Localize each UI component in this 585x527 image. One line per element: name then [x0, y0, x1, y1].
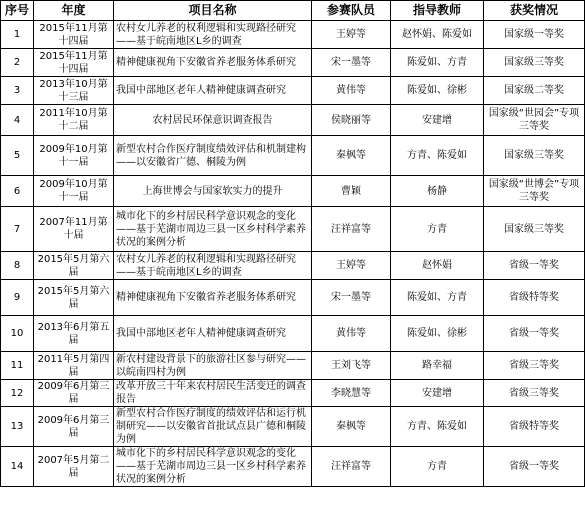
- cell-teacher: 赵怀娟、陈爱如: [391, 21, 484, 49]
- cell-award: 省级一等奖: [484, 447, 585, 487]
- cell-award: 国家级一等奖: [484, 21, 585, 49]
- cell-no: 9: [1, 280, 34, 316]
- cell-year: 2011年5月第四届: [34, 352, 114, 380]
- cell-year: 2015年11月第十四届: [34, 21, 114, 49]
- cell-team: 宋一墨等: [312, 49, 391, 77]
- cell-year: 2009年10月第十一届: [34, 136, 114, 176]
- cell-title: 城市化下的乡村居民科学意识观念的变化——基于芜湖市周边三县一区乡村科学素养状况的案例分析: [114, 207, 312, 252]
- table-row: [1, 77, 585, 105]
- header-year: 年度: [34, 1, 114, 21]
- cell-title: 改革开放三十年来农村居民生活变迁的调查报告: [114, 380, 312, 407]
- cell-team: 汪祥富等: [312, 447, 391, 487]
- cell-award: 省级特等奖: [484, 407, 585, 447]
- cell-award: 国家级三等奖: [484, 207, 585, 252]
- header-title: 项目名称: [114, 1, 312, 21]
- cell-award: 国家级三等奖: [484, 136, 585, 176]
- cell-title: 上海世博会与国家软实力的提升: [114, 176, 312, 207]
- cell-teacher: 陈爱如、方青: [391, 49, 484, 77]
- cell-year: 2009年10月第十一届: [34, 176, 114, 207]
- cell-teacher: 方青: [391, 207, 484, 252]
- header-award: 获奖情况: [484, 1, 585, 21]
- table-row: [1, 176, 585, 207]
- cell-teacher: 方青: [391, 447, 484, 487]
- table-row: [1, 49, 585, 77]
- cell-team: 王刘飞等: [312, 352, 391, 380]
- cell-no: 13: [1, 407, 34, 447]
- cell-award: 省级特等奖: [484, 280, 585, 316]
- cell-title: 我国中部地区老年人精神健康调查研究: [114, 316, 312, 352]
- header-row: [1, 1, 585, 21]
- cell-award: 省级一等奖: [484, 316, 585, 352]
- cell-year: 2013年6月第五届: [34, 316, 114, 352]
- cell-teacher: 杨静: [391, 176, 484, 207]
- cell-team: 李晓慧等: [312, 380, 391, 407]
- table-row: [1, 447, 585, 487]
- table-row: [1, 352, 585, 380]
- cell-teacher: 方青、陈爱如: [391, 407, 484, 447]
- cell-team: 秦枫等: [312, 407, 391, 447]
- cell-title: 农村女儿养老的权利逻辑和实现路径研究——基于皖南地区L乡的调查: [114, 252, 312, 280]
- cell-no: 12: [1, 380, 34, 407]
- cell-year: 2015年5月第六届: [34, 280, 114, 316]
- table-row: [1, 207, 585, 252]
- table-row: [1, 21, 585, 49]
- cell-no: 8: [1, 252, 34, 280]
- cell-no: 3: [1, 77, 34, 105]
- header-teacher: 指导教师: [391, 1, 484, 21]
- cell-award: 省级一等奖: [484, 252, 585, 280]
- cell-no: 5: [1, 136, 34, 176]
- cell-award: 国家级“世博会”专项三等奖: [484, 176, 585, 207]
- cell-no: 4: [1, 105, 34, 136]
- cell-award: 国家级三等奖: [484, 49, 585, 77]
- cell-team: 黄伟等: [312, 316, 391, 352]
- cell-award: 省级三等奖: [484, 352, 585, 380]
- cell-award: 省级三等奖: [484, 380, 585, 407]
- cell-title: 新型农村合作医疗制度绩效评估和机制建构——以安徽省广德、桐陵为例: [114, 136, 312, 176]
- cell-title: 农村居民环保意识调查报告: [114, 105, 312, 136]
- cell-teacher: 安建增: [391, 105, 484, 136]
- header-no: 序号: [1, 1, 34, 21]
- cell-team: 秦枫等: [312, 136, 391, 176]
- cell-title: 城市化下的乡村居民科学意识观念的变化——基于芜湖市周边三县一区乡村科学素养状况的案例分析: [114, 447, 312, 487]
- cell-team: 宋一墨等: [312, 280, 391, 316]
- cell-no: 2: [1, 49, 34, 77]
- cell-team: 曹颖: [312, 176, 391, 207]
- cell-teacher: 陈爱如、徐彬: [391, 77, 484, 105]
- cell-award: 国家级“世园会”专项三等奖: [484, 105, 585, 136]
- cell-year: 2007年11月第十届: [34, 207, 114, 252]
- cell-team: 王婷等: [312, 252, 391, 280]
- cell-no: 1: [1, 21, 34, 49]
- cell-title: 我国中部地区老年人精神健康调查研究: [114, 77, 312, 105]
- cell-teacher: 陈爱如、徐彬: [391, 316, 484, 352]
- cell-year: 2007年5月第二届: [34, 447, 114, 487]
- cell-title: 新型农村合作医疗制度的绩效评估和运行机制研究——以安徽省首批试点县广德和桐陵为例: [114, 407, 312, 447]
- table-row: [1, 380, 585, 407]
- cell-no: 14: [1, 447, 34, 487]
- cell-year: 2011年10月第十二届: [34, 105, 114, 136]
- cell-team: 黄伟等: [312, 77, 391, 105]
- cell-teacher: 方青、陈爱如: [391, 136, 484, 176]
- cell-teacher: 陈爱如、方青: [391, 280, 484, 316]
- table-row: [1, 407, 585, 447]
- cell-team: 侯晓丽等: [312, 105, 391, 136]
- cell-no: 10: [1, 316, 34, 352]
- cell-no: 11: [1, 352, 34, 380]
- table-row: [1, 280, 585, 316]
- cell-team: 王婷等: [312, 21, 391, 49]
- header-team: 参赛队员: [312, 1, 391, 21]
- cell-teacher: 路幸福: [391, 352, 484, 380]
- table-row: [1, 105, 585, 136]
- cell-title: 农村女儿养老的权利逻辑和实现路径研究——基于皖南地区L乡的调查: [114, 21, 312, 49]
- cell-title: 精神健康视角下安徽省养老服务体系研究: [114, 49, 312, 77]
- cell-teacher: 安建增: [391, 380, 484, 407]
- table-row: [1, 316, 585, 352]
- table-row: [1, 252, 585, 280]
- cell-year: 2015年5月第六届: [34, 252, 114, 280]
- cell-year: 2009年6月第三届: [34, 380, 114, 407]
- cell-year: 2013年10月第十三届: [34, 77, 114, 105]
- cell-title: 精神健康视角下安徽省养老服务体系研究: [114, 280, 312, 316]
- cell-year: 2015年11月第十四届: [34, 49, 114, 77]
- cell-no: 7: [1, 207, 34, 252]
- cell-award: 国家级二等奖: [484, 77, 585, 105]
- table-row: [1, 136, 585, 176]
- cell-title: 新农村建设背景下的旅游社区参与研究——以皖南四村为例: [114, 352, 312, 380]
- cell-year: 2009年6月第三届: [34, 407, 114, 447]
- cell-team: 汪祥富等: [312, 207, 391, 252]
- cell-no: 6: [1, 176, 34, 207]
- cell-teacher: 赵怀娟: [391, 252, 484, 280]
